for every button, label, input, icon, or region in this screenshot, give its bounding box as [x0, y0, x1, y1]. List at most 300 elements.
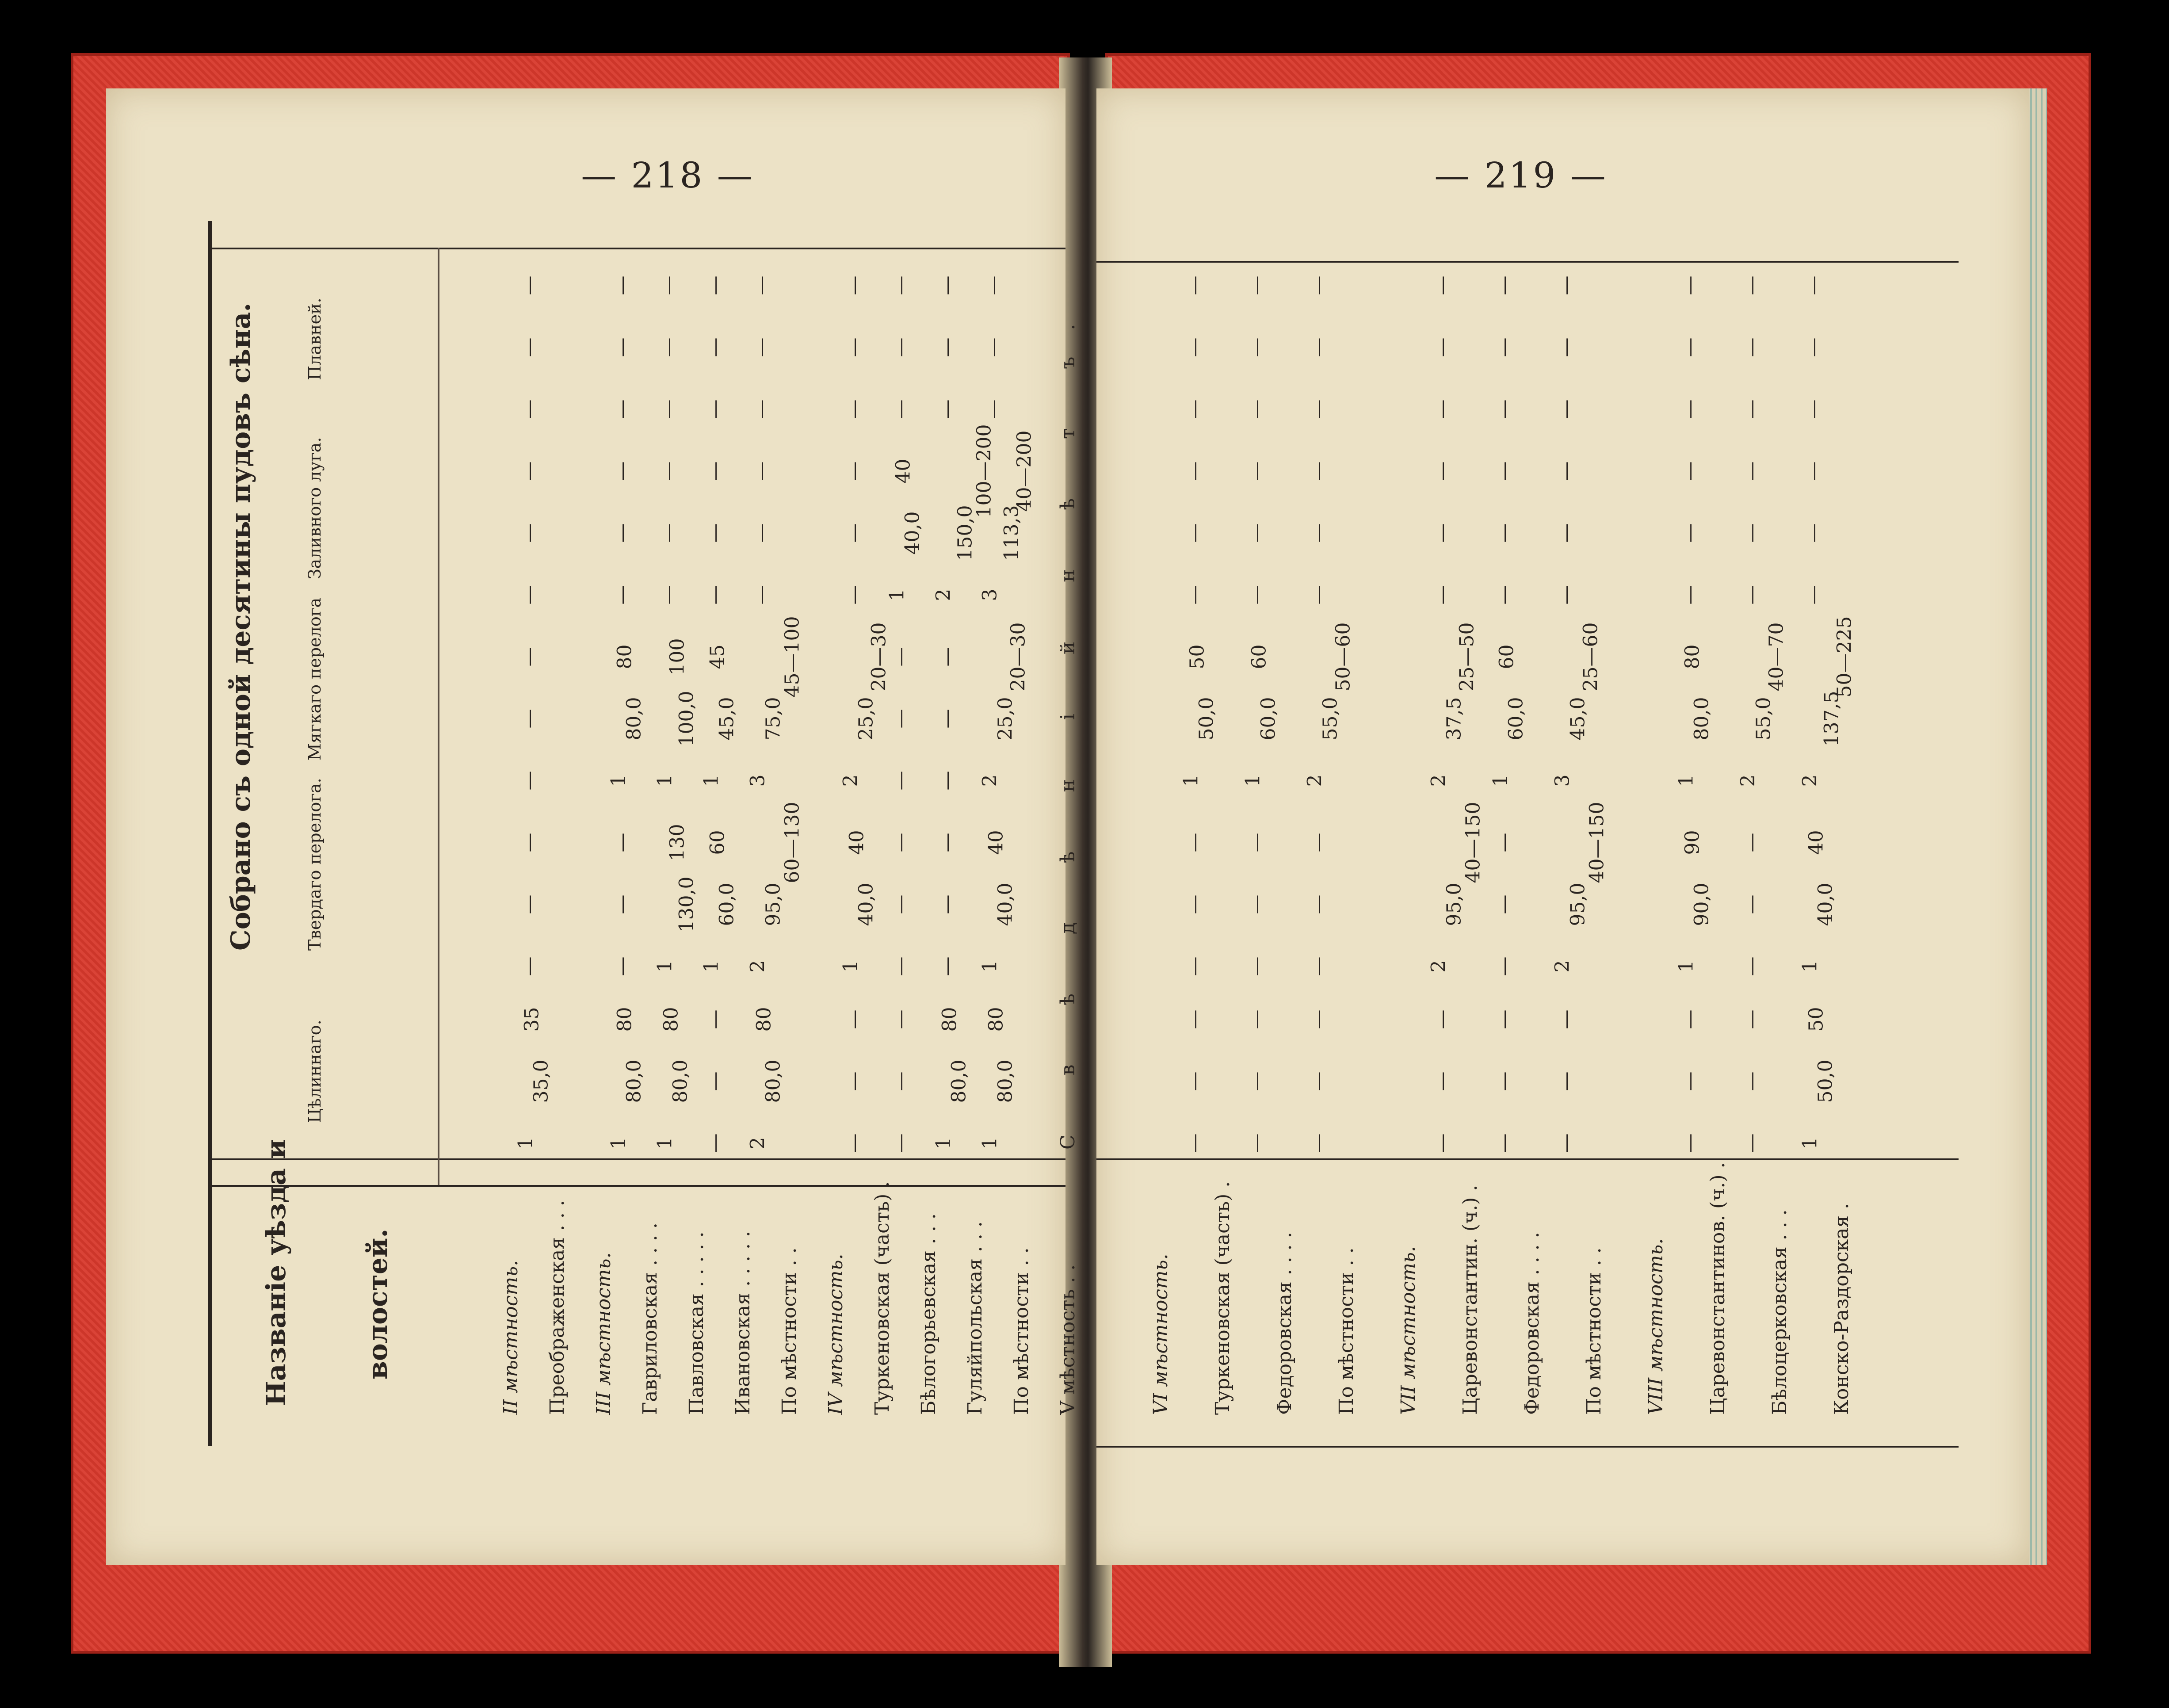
table-cell: 40—200	[1013, 430, 1036, 512]
table-cell: —	[1307, 461, 1330, 481]
group-header-0: Цѣлиннаго.	[305, 1020, 325, 1123]
table-cell: —	[1431, 275, 1454, 295]
table-cell: —	[982, 275, 1005, 295]
row-name: Туркеновская (часть) .	[871, 1181, 894, 1415]
group-header-3: Заливного луга.	[305, 437, 325, 579]
table-cell: —	[1554, 523, 1577, 543]
table-cell: 55,0	[1752, 697, 1775, 741]
table-cell: 1	[700, 774, 723, 787]
table-cell: —	[1431, 337, 1454, 357]
table-cell: —	[1554, 1133, 1577, 1153]
table-cell: 130,0	[675, 876, 698, 932]
table-top-rule-right	[1096, 261, 1959, 263]
table-cell: —	[1183, 399, 1206, 419]
table-cell: 20—30	[867, 622, 890, 692]
table-cell: 80	[752, 1007, 775, 1032]
table-cell: 80	[613, 1007, 636, 1032]
table-cell: —	[1245, 275, 1268, 295]
table-cell: —	[518, 523, 541, 543]
table-cell: —	[657, 585, 680, 605]
table-cell: —	[889, 399, 912, 419]
table-cell: —	[1183, 337, 1206, 357]
table-cell: —	[611, 337, 634, 357]
table-cell: —	[1740, 956, 1763, 976]
table-cell: —	[611, 523, 634, 543]
table-cell: —	[889, 647, 912, 667]
table-cell: 20—30	[1007, 622, 1030, 692]
table-cell: —	[1183, 894, 1206, 914]
table-cell: —	[889, 771, 912, 791]
table-cell: —	[1493, 461, 1516, 481]
table-cell: —	[1740, 523, 1763, 543]
table-cell: —	[1245, 585, 1268, 605]
table-cell: —	[889, 1071, 912, 1091]
table-cell: —	[1740, 275, 1763, 295]
table-cell: 40—150	[1462, 802, 1485, 883]
table-cell: —	[657, 337, 680, 357]
table-cell: —	[703, 337, 726, 357]
table-cell: —	[1678, 585, 1701, 605]
table-cell: —	[1183, 1071, 1206, 1091]
table-cell: —	[843, 1133, 866, 1153]
table-cell: 80	[938, 1007, 961, 1032]
table-cell: —	[1307, 585, 1330, 605]
table-cell: —	[936, 833, 958, 852]
table-cell: 80,0	[1690, 697, 1713, 741]
table-cell: 50	[1186, 644, 1209, 669]
table-cell: 2	[839, 774, 862, 787]
table-cell: —	[1678, 523, 1701, 543]
table-bottom-rule-right	[1096, 1446, 1959, 1448]
table-cell: —	[936, 956, 958, 976]
table-cell: —	[703, 461, 726, 481]
table-cell: 1	[1675, 960, 1698, 973]
table-cell: —	[1183, 585, 1206, 605]
table-cell: —	[843, 523, 866, 543]
table-cell: —	[889, 956, 912, 976]
table-cell: 80,0	[622, 697, 645, 741]
table-cell: 25—50	[1455, 622, 1478, 692]
table-cell: —	[1493, 1133, 1516, 1153]
table-cell: —	[1493, 1071, 1516, 1091]
table-cell: 95,0	[762, 883, 785, 926]
table-cell: —	[1740, 894, 1763, 914]
table-cell: 37,5	[1443, 697, 1466, 741]
table-cell: —	[1740, 399, 1763, 419]
table-cell: 2	[1551, 960, 1574, 973]
table-cell: —	[1802, 461, 1825, 481]
table-cell: —	[1554, 337, 1577, 357]
table-cell: 40	[985, 830, 1008, 855]
table-cell: 80,0	[947, 1059, 970, 1103]
table-cell: —	[518, 709, 541, 729]
row-name: III мѣстность.	[592, 1252, 615, 1415]
table-cell: —	[1307, 1133, 1330, 1153]
table-cell: —	[1307, 1071, 1330, 1091]
table-cell: —	[750, 399, 773, 419]
table-cell: —	[703, 1133, 726, 1153]
header-divider-left	[438, 248, 439, 1185]
table-cell: 60—130	[781, 802, 804, 883]
table-cell: —	[518, 337, 541, 357]
table-cell: —	[936, 709, 958, 729]
table-cell: 1	[1799, 960, 1822, 973]
page-number-right: — 219 —	[1434, 155, 1608, 196]
table-cell: —	[703, 275, 726, 295]
table-cell: 80,0	[622, 1059, 645, 1103]
table-cell: —	[1431, 1071, 1454, 1091]
row-name: Федоровская . . . .	[1273, 1232, 1296, 1415]
table-cell: —	[1802, 337, 1825, 357]
row-name: Гавриловская . . . .	[639, 1223, 661, 1415]
table-cell: 40	[845, 830, 868, 855]
table-cell: —	[1802, 523, 1825, 543]
group-header-2: Мягкаго перелога	[305, 597, 325, 760]
table-cell: 80	[613, 644, 636, 669]
table-cell: 1	[978, 960, 1001, 973]
table-cell: 50—225	[1833, 616, 1856, 698]
table-cell: 95,0	[1443, 883, 1466, 926]
row-name: Конско-Раздорская .	[1830, 1203, 1853, 1415]
table-cell: —	[1307, 275, 1330, 295]
row-note: С в ѣ д ѣ н і й н ѣ т ъ.	[1057, 297, 1079, 1150]
table-cell: —	[1678, 399, 1701, 419]
table-cell: —	[1183, 461, 1206, 481]
table-cell: —	[843, 585, 866, 605]
table-cell: 2	[978, 774, 1001, 787]
table-cell: —	[1493, 585, 1516, 605]
page-number-left: — 218 —	[581, 155, 754, 196]
table-cell: —	[1307, 956, 1330, 976]
table-cell: —	[1431, 399, 1454, 419]
table-cell: —	[889, 337, 912, 357]
table-cell: —	[1554, 585, 1577, 605]
table-cell: —	[1245, 1071, 1268, 1091]
table-cell: 90	[1681, 830, 1704, 855]
table-cell: —	[657, 461, 680, 481]
table-cell: 60,0	[1505, 697, 1527, 741]
table-cell: 95,0	[1566, 883, 1589, 926]
table-cell: 100	[666, 638, 689, 676]
row-name: Бѣлогорьевская . . .	[917, 1213, 940, 1415]
table-cell: —	[1493, 523, 1516, 543]
table-cell: —	[518, 399, 541, 419]
table-cell: 1	[514, 1137, 537, 1150]
table-cell: —	[1183, 833, 1206, 852]
table-cell: —	[1493, 1009, 1516, 1029]
table-cell: 2	[1737, 774, 1760, 787]
table-cell: —	[1740, 1009, 1763, 1029]
table-cell: —	[1245, 833, 1268, 852]
table-cell: —	[1493, 833, 1516, 852]
table-cell: —	[1678, 1071, 1701, 1091]
table-cell: 50,0	[1814, 1059, 1837, 1103]
table-cell: —	[1245, 337, 1268, 357]
table-cell: —	[936, 894, 958, 914]
table-cell: —	[889, 833, 912, 852]
table-cell: 1	[700, 960, 723, 973]
table-cell: 150,0	[954, 505, 977, 561]
table-cell: 80	[660, 1007, 683, 1032]
table-cell: —	[703, 399, 726, 419]
table-cell: 2	[932, 588, 955, 601]
table-cell: 1	[653, 960, 676, 973]
table-header-rule-right	[1096, 1158, 1959, 1160]
table-cell: —	[1245, 1009, 1268, 1029]
table-cell: —	[936, 275, 958, 295]
table-cell: 35	[520, 1007, 543, 1032]
row-name: Царевонстантинов. (ч.) .	[1707, 1162, 1729, 1415]
table-cell: 55,0	[1319, 697, 1342, 741]
table-cell: —	[889, 1009, 912, 1029]
row-name: Гуляйпольская . . .	[964, 1221, 986, 1415]
table-cell: —	[1431, 1009, 1454, 1029]
row-name: Павловская . . . . .	[685, 1231, 708, 1415]
table-cell: —	[1245, 461, 1268, 481]
group-header-4: Плавней.	[305, 298, 325, 380]
table-cell: 75,0	[762, 697, 785, 741]
table-cell: 3	[746, 774, 769, 787]
table-cell: 1	[1241, 774, 1264, 787]
table-cell: —	[657, 275, 680, 295]
group-header-1: Твердаго перелога.	[305, 778, 325, 951]
table-cell: —	[750, 461, 773, 481]
table-cell: 45,0	[715, 697, 738, 741]
table-cell: —	[750, 585, 773, 605]
row-name: VIII мѣстность.	[1645, 1238, 1667, 1415]
table-cell: 1	[839, 960, 862, 973]
table-cell: —	[1678, 461, 1701, 481]
table-cell: —	[889, 1133, 912, 1153]
table-cell: 3	[1551, 774, 1574, 787]
table-cell: —	[1493, 399, 1516, 419]
table-cell: —	[1740, 1133, 1763, 1153]
col-name-header-1: Названіе уѣзда и	[261, 1139, 292, 1406]
table-cell: —	[843, 1071, 866, 1091]
table-cell: —	[703, 585, 726, 605]
table-cell: —	[936, 399, 958, 419]
table-cell: 80,0	[994, 1059, 1017, 1103]
table-cell: 1	[978, 1137, 1001, 1150]
table-cell: —	[1678, 337, 1701, 357]
table-cell: —	[518, 647, 541, 667]
table-cell: —	[1493, 894, 1516, 914]
table-header-rule-left	[208, 1158, 1065, 1160]
row-name: Федоровская . . . .	[1521, 1232, 1543, 1415]
table-cell: 60,0	[1257, 697, 1280, 741]
table-cell: 45—100	[781, 616, 804, 698]
table-cell: 40,0	[901, 511, 924, 555]
table-cell: 80	[985, 1007, 1008, 1032]
table-cell: 100,0	[675, 691, 698, 747]
table-border-left	[208, 221, 212, 1446]
table-cell: —	[1554, 461, 1577, 481]
table-cell: —	[703, 523, 726, 543]
table-cell: —	[936, 771, 958, 791]
table-cell: —	[1183, 523, 1206, 543]
table-cell: —	[611, 585, 634, 605]
table-cell: —	[611, 461, 634, 481]
table-cell: —	[1493, 956, 1516, 976]
table-cell: —	[518, 894, 541, 914]
table-cell: 2	[746, 1137, 769, 1150]
row-name: По мѣстности . .	[1583, 1247, 1605, 1415]
row-name: II мѣстность.	[500, 1260, 522, 1415]
page-right	[1096, 88, 2029, 1565]
table-cell: —	[936, 337, 958, 357]
table-cell: 40,0	[994, 883, 1017, 926]
table-cell: —	[843, 461, 866, 481]
row-name: По мѣстности . .	[778, 1247, 801, 1415]
table-cell: —	[1245, 399, 1268, 419]
table-cell: 1	[653, 774, 676, 787]
table-cell: —	[1740, 461, 1763, 481]
table-cell: —	[1183, 275, 1206, 295]
table-cell: —	[518, 833, 541, 852]
table-cell: —	[982, 337, 1005, 357]
table-cell: 130	[666, 824, 689, 861]
table-cell: 2	[1427, 774, 1450, 787]
table-cell: —	[1245, 956, 1268, 976]
table-cell: 60	[1248, 644, 1271, 669]
row-name: VI мѣстность.	[1149, 1253, 1172, 1415]
table-cell: —	[1802, 399, 1825, 419]
row-name: Царевонстантин. (ч.) .	[1459, 1185, 1482, 1415]
table-cell: —	[982, 399, 1005, 419]
table-cell: 25—60	[1579, 622, 1602, 692]
table-cell: —	[1802, 275, 1825, 295]
row-name: VII мѣстность.	[1397, 1246, 1420, 1415]
table-cell: 60	[706, 830, 729, 855]
table-cell: —	[843, 275, 866, 295]
table-cell: —	[1678, 1133, 1701, 1153]
table-cell: —	[657, 523, 680, 543]
table-cell: —	[1554, 275, 1577, 295]
table-cell: 50,0	[1195, 697, 1218, 741]
table-cell: —	[611, 833, 634, 852]
table-cell: 40,0	[1814, 883, 1837, 926]
table-cell: 1	[607, 1137, 630, 1150]
table-cell: 2	[1303, 774, 1326, 787]
table-cell: —	[1493, 275, 1516, 295]
table-cell: 25,0	[994, 697, 1017, 741]
table-cell: —	[1245, 894, 1268, 914]
table-cell: 1	[932, 1137, 955, 1150]
table-cell: —	[518, 956, 541, 976]
table-cell: 40,0	[855, 883, 878, 926]
table-cell: —	[703, 1009, 726, 1029]
table-cell: —	[1678, 1009, 1701, 1029]
table-bottom-rule-left	[208, 1185, 1065, 1187]
row-name: IV мѣстность.	[825, 1253, 847, 1415]
table-cell: —	[1802, 585, 1825, 605]
table-cell: —	[518, 585, 541, 605]
table-cell: —	[1554, 399, 1577, 419]
table-heading: Собрано съ одной десятины пудовъ сѣна.	[225, 302, 256, 951]
table-cell: —	[1493, 337, 1516, 357]
row-name: Преображенская . . .	[546, 1200, 569, 1415]
table-cell: 50—60	[1332, 622, 1355, 692]
row-name: Туркеновская (часть) .	[1211, 1181, 1234, 1415]
row-name: По мѣстности . .	[1335, 1247, 1358, 1415]
table-cell: —	[1183, 956, 1206, 976]
table-cell: —	[1245, 523, 1268, 543]
row-name: V мѣстность . .	[1057, 1264, 1079, 1415]
table-cell: —	[843, 399, 866, 419]
table-cell: —	[1554, 1009, 1577, 1029]
table-cell: —	[1183, 1009, 1206, 1029]
table-cell: —	[518, 461, 541, 481]
col-name-header-2: волостей.	[363, 1228, 393, 1379]
table-cell: 113,3	[1000, 505, 1023, 561]
table-cell: —	[1307, 523, 1330, 543]
table-cell: 80	[1681, 644, 1704, 669]
table-cell: 1	[1180, 774, 1203, 787]
table-cell: 1	[1675, 774, 1698, 787]
row-name: Ивановская . . . . .	[732, 1231, 754, 1415]
table-cell: —	[1740, 1071, 1763, 1091]
table-cell: —	[611, 399, 634, 419]
table-cell: 137,5	[1820, 691, 1843, 747]
table-cell: —	[611, 894, 634, 914]
table-cell: —	[518, 275, 541, 295]
table-cell: —	[843, 337, 866, 357]
table-cell: —	[1431, 1133, 1454, 1153]
table-cell: 80,0	[762, 1059, 785, 1103]
table-cell: —	[1740, 337, 1763, 357]
table-cell: 35,0	[530, 1059, 553, 1103]
table-cell: —	[1183, 1133, 1206, 1153]
table-cell: 40	[892, 459, 915, 484]
table-cell: —	[611, 956, 634, 976]
table-cell: 100—200	[973, 424, 996, 518]
table-cell: —	[750, 523, 773, 543]
table-cell: 45	[706, 644, 729, 669]
table-cell: —	[936, 647, 958, 667]
table-cell: —	[1307, 399, 1330, 419]
table-cell: —	[1431, 461, 1454, 481]
table-cell: 40—70	[1765, 622, 1788, 692]
table-cell: —	[657, 399, 680, 419]
table-cell: —	[1245, 1133, 1268, 1153]
table-cell: 2	[1427, 960, 1450, 973]
table-cell: —	[1307, 894, 1330, 914]
row-name: По мѣстности . .	[1010, 1247, 1033, 1415]
table-cell: —	[843, 1009, 866, 1029]
table-cell: —	[1740, 585, 1763, 605]
table-cell: 50	[1805, 1007, 1828, 1032]
table-cell: —	[1307, 337, 1330, 357]
table-cell: —	[889, 709, 912, 729]
table-cell: 45,0	[1566, 697, 1589, 741]
table-cell: —	[750, 275, 773, 295]
table-cell: 60	[1495, 644, 1518, 669]
table-cell: —	[703, 1071, 726, 1091]
table-cell: 60,0	[715, 883, 738, 926]
table-cell: —	[611, 275, 634, 295]
table-cell: —	[889, 275, 912, 295]
table-cell: 3	[978, 588, 1001, 601]
table-cell: —	[750, 337, 773, 357]
table-cell: 25,0	[855, 697, 878, 741]
table-cell: 1	[1489, 774, 1512, 787]
table-cell: 2	[1799, 774, 1822, 787]
table-cell: —	[1307, 833, 1330, 852]
table-cell: 1	[607, 774, 630, 787]
table-cell: 2	[746, 960, 769, 973]
table-top-rule-left	[208, 248, 1065, 249]
table-cell: —	[1431, 523, 1454, 543]
